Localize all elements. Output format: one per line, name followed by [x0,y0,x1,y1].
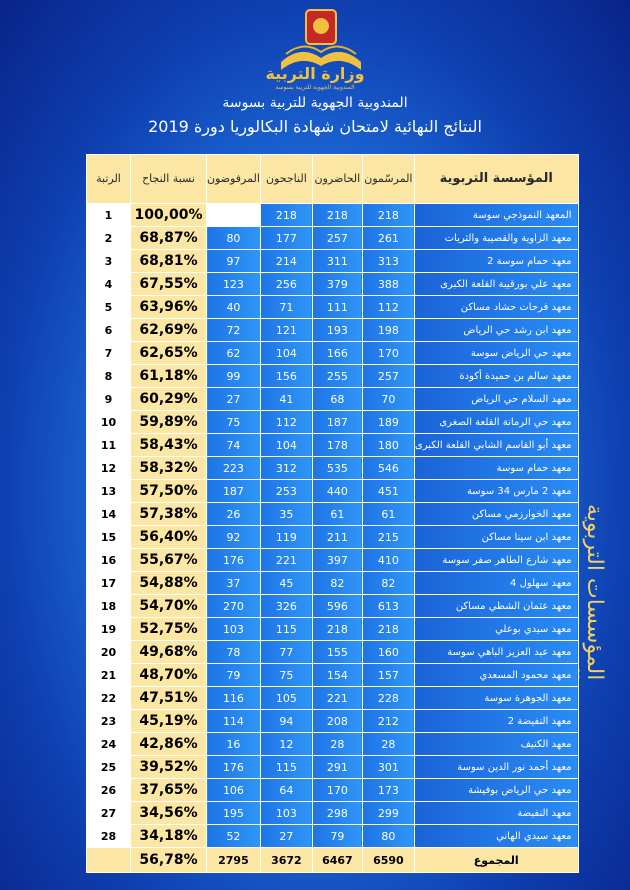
cell-rate: 47,51% [131,687,207,710]
page-title: النتائج النهائية لامتحان شهادة البكالوريا دورة 2019 [148,117,482,136]
cell-name: معهد سالم بن حميدة أكودة [414,365,578,388]
cell-registered: 160 [362,641,414,664]
header-rate: نسبة النجاح [131,155,207,204]
cell-name: معهد 2 مارس 34 سوسة [414,480,578,503]
cell-passed: 12 [260,733,312,756]
cell-present: 218 [312,618,362,641]
cell-passed: 105 [260,687,312,710]
cell-rate: 62,69% [131,319,207,342]
cell-rate: 62,65% [131,342,207,365]
cell-name: معهد حي الرياض سوسة [414,342,578,365]
cell-passed: 115 [260,618,312,641]
cell-rate: 58,32% [131,457,207,480]
table-row [87,365,579,388]
cell-present: 397 [312,549,362,572]
cell-name: معهد سهلول 4 [414,572,578,595]
cell-registered: 218 [362,618,414,641]
table-row [87,204,579,227]
table-row [87,227,579,250]
cell-rank: 3 [87,250,131,273]
cell-rank: 11 [87,434,131,457]
cell-rate: 68,87% [131,227,207,250]
cell-passed: 77 [260,641,312,664]
cell-name: معهد ابن سينا مساكن [414,526,578,549]
cell-present: 166 [312,342,362,365]
cell-rejected: 176 [207,549,261,572]
cell-rate: 58,43% [131,434,207,457]
table-row [87,457,579,480]
cell-name: معهد عبد العزيز الباهي سوسة [414,641,578,664]
cell-rejected: 103 [207,618,261,641]
cell-registered: 218 [362,204,414,227]
cell-rejected: 270 [207,595,261,618]
header-passed: الناجحون [260,155,312,204]
cell-name: معهد سيدي بوعلي [414,618,578,641]
cell-rejected: 37 [207,572,261,595]
cell-name: معهد حمام سوسة [414,457,578,480]
cell-rank: 23 [87,710,131,733]
cell-passed: 156 [260,365,312,388]
cell-rate: 48,70% [131,664,207,687]
cell-present: 154 [312,664,362,687]
table-row [87,687,579,710]
cell-passed: 104 [260,434,312,457]
cell-rate: 57,50% [131,480,207,503]
table-row [87,595,579,618]
cell-registered: 180 [362,434,414,457]
cell-present: 440 [312,480,362,503]
cell-registered: 301 [362,756,414,779]
cell-rank: 7 [87,342,131,365]
cell-registered: 257 [362,365,414,388]
cell-present: 221 [312,687,362,710]
cell-present: 111 [312,296,362,319]
cell-rejected: 40 [207,296,261,319]
totals-registered: 6590 [362,848,414,873]
cell-rank: 15 [87,526,131,549]
cell-rejected: 114 [207,710,261,733]
cell-present: 596 [312,595,362,618]
cell-name: معهد شارع الطاهر صفر سوسة [414,549,578,572]
cell-passed: 112 [260,411,312,434]
cell-rank: 8 [87,365,131,388]
cell-rank: 5 [87,296,131,319]
cell-registered: 173 [362,779,414,802]
cell-rank: 27 [87,802,131,825]
cell-rejected: 123 [207,273,261,296]
cell-rate: 42,86% [131,733,207,756]
cell-rate: 63,96% [131,296,207,319]
cell-registered: 157 [362,664,414,687]
cell-passed: 75 [260,664,312,687]
totals-rate: 56,78% [131,848,207,873]
cell-rank: 1 [87,204,131,227]
cell-registered: 451 [362,480,414,503]
cell-rejected: 92 [207,526,261,549]
cell-rate: 34,56% [131,802,207,825]
cell-name: معهد الخوارزمي مساكن [414,503,578,526]
results-table [86,154,579,873]
cell-name: معهد فرحات حشاد مساكن [414,296,578,319]
cell-rejected: 72 [207,319,261,342]
cell-rejected: 99 [207,365,261,388]
table-row [87,802,579,825]
side-label: المؤسسات التربوية [582,503,607,680]
cell-rank: 2 [87,227,131,250]
cell-passed: 121 [260,319,312,342]
cell-registered: 212 [362,710,414,733]
header-rank: الرتبة [87,155,131,204]
cell-registered: 410 [362,549,414,572]
cell-passed: 177 [260,227,312,250]
cell-name: معهد حي الرياض بوفيشة [414,779,578,802]
cell-registered: 82 [362,572,414,595]
cell-name: معهد ابن رشد حي الرياض [414,319,578,342]
cell-registered: 228 [362,687,414,710]
cell-rejected: 80 [207,227,261,250]
cell-passed: 104 [260,342,312,365]
header-institution: المؤسسة التربوية [414,155,578,204]
cell-registered: 299 [362,802,414,825]
cell-rank: 4 [87,273,131,296]
cell-rejected: 75 [207,411,261,434]
cell-passed: 256 [260,273,312,296]
cell-registered: 613 [362,595,414,618]
cell-name: معهد حي الرمانة القلعة الصغرى [414,411,578,434]
header-line1: المندوبية الجهوية للتربية بسوسة [222,95,408,111]
cell-rank: 22 [87,687,131,710]
cell-present: 79 [312,825,362,848]
cell-rank: 17 [87,572,131,595]
cell-present: 291 [312,756,362,779]
cell-registered: 388 [362,273,414,296]
table-row [87,779,579,802]
cell-registered: 261 [362,227,414,250]
cell-registered: 215 [362,526,414,549]
cell-registered: 70 [362,388,414,411]
cell-rank: 25 [87,756,131,779]
cell-registered: 112 [362,296,414,319]
cell-name: معهد سيدي الهاني [414,825,578,848]
cell-present: 255 [312,365,362,388]
cell-present: 311 [312,250,362,273]
cell-rank: 24 [87,733,131,756]
cell-rejected: 62 [207,342,261,365]
cell-name: معهد الجوهرة سوسة [414,687,578,710]
cell-passed: 103 [260,802,312,825]
cell-name: معهد الكنيف [414,733,578,756]
cell-rate: 56,40% [131,526,207,549]
cell-rejected: 74 [207,434,261,457]
cell-present: 257 [312,227,362,250]
cell-rank: 9 [87,388,131,411]
cell-rate: 59,89% [131,411,207,434]
cell-rejected: 16 [207,733,261,756]
cell-passed: 218 [260,204,312,227]
cell-name: معهد الزاوية والقصيبة والثريات [414,227,578,250]
cell-rejected: 116 [207,687,261,710]
table-row [87,825,579,848]
cell-name: معهد السلام حي الرياض [414,388,578,411]
cell-rate: 54,70% [131,595,207,618]
cell-present: 535 [312,457,362,480]
cell-rate: 100,00% [131,204,207,227]
cell-rate: 67,55% [131,273,207,296]
cell-rate: 68,81% [131,250,207,273]
cell-rejected: 176 [207,756,261,779]
cell-present: 170 [312,779,362,802]
cell-passed: 35 [260,503,312,526]
cell-passed: 253 [260,480,312,503]
cell-present: 218 [312,204,362,227]
cell-rate: 37,65% [131,779,207,802]
cell-present: 82 [312,572,362,595]
cell-registered: 61 [362,503,414,526]
table-row [87,319,579,342]
cell-name: معهد علي بورقيبة القلعة الكبرى [414,273,578,296]
cell-rejected: 78 [207,641,261,664]
table-row [87,526,579,549]
table-row [87,273,579,296]
table-row [87,296,579,319]
cell-rejected: 26 [207,503,261,526]
cell-passed: 221 [260,549,312,572]
table-row [87,411,579,434]
cell-passed: 115 [260,756,312,779]
cell-rejected [207,204,261,227]
totals-rank [87,848,131,873]
cell-registered: 546 [362,457,414,480]
cell-present: 155 [312,641,362,664]
cell-present: 193 [312,319,362,342]
cell-rejected: 97 [207,250,261,273]
cell-present: 379 [312,273,362,296]
totals-rejected: 2795 [207,848,261,873]
cell-present: 208 [312,710,362,733]
cell-passed: 27 [260,825,312,848]
cell-rejected: 52 [207,825,261,848]
cell-name: معهد محمود المسعدي [414,664,578,687]
cell-present: 187 [312,411,362,434]
table-row [87,503,579,526]
cell-rate: 57,38% [131,503,207,526]
cell-registered: 189 [362,411,414,434]
table-header-row [87,155,579,204]
cell-rank: 28 [87,825,131,848]
table-row [87,664,579,687]
cell-registered: 80 [362,825,414,848]
totals-row [87,848,579,873]
cell-rank: 6 [87,319,131,342]
cell-passed: 64 [260,779,312,802]
table-row [87,250,579,273]
cell-present: 298 [312,802,362,825]
logo-title: وزارة التربية [265,64,365,83]
totals-present: 6467 [312,848,362,873]
cell-present: 61 [312,503,362,526]
cell-passed: 94 [260,710,312,733]
cell-rank: 16 [87,549,131,572]
cell-name: المعهد النموذجي سوسة [414,204,578,227]
table-row [87,572,579,595]
cell-rate: 39,52% [131,756,207,779]
cell-passed: 214 [260,250,312,273]
cell-rate: 49,68% [131,641,207,664]
table-row [87,434,579,457]
table-row [87,388,579,411]
cell-rate: 54,88% [131,572,207,595]
cell-rank: 12 [87,457,131,480]
table-row [87,756,579,779]
cell-name: معهد النفيضة [414,802,578,825]
cell-registered: 28 [362,733,414,756]
cell-name: معهد حمام سوسة 2 [414,250,578,273]
table-row [87,733,579,756]
table-row [87,342,579,365]
cell-rate: 55,67% [131,549,207,572]
cell-name: معهد النفيضة 2 [414,710,578,733]
logo-subtitle: المندوبية الجهوية للتربية بسوسة [275,84,355,91]
cell-rank: 10 [87,411,131,434]
cell-rejected: 223 [207,457,261,480]
cell-name: معهد عثمان الشطي مساكن [414,595,578,618]
cell-registered: 198 [362,319,414,342]
cell-rate: 34,18% [131,825,207,848]
table-row [87,641,579,664]
table-row [87,710,579,733]
cell-passed: 119 [260,526,312,549]
cell-registered: 313 [362,250,414,273]
totals-passed: 3672 [260,848,312,873]
cell-passed: 326 [260,595,312,618]
cell-rank: 21 [87,664,131,687]
cell-present: 28 [312,733,362,756]
cell-rejected: 195 [207,802,261,825]
cell-rejected: 79 [207,664,261,687]
cell-rank: 14 [87,503,131,526]
totals-label: المجموع [414,848,578,873]
cell-present: 211 [312,526,362,549]
cell-present: 178 [312,434,362,457]
cell-present: 68 [312,388,362,411]
cell-passed: 45 [260,572,312,595]
table-row [87,480,579,503]
cell-rejected: 106 [207,779,261,802]
cell-passed: 71 [260,296,312,319]
header-registered: المرسّمون [362,155,414,204]
table-row [87,549,579,572]
cell-rejected: 187 [207,480,261,503]
header-rejected: المرفوضون [207,155,261,204]
cell-name: معهد أبو القاسم الشابي القلعة الكبرى [414,434,578,457]
cell-rate: 60,29% [131,388,207,411]
cell-registered: 170 [362,342,414,365]
cell-rank: 18 [87,595,131,618]
cell-passed: 312 [260,457,312,480]
cell-rate: 61,18% [131,365,207,388]
cell-rank: 20 [87,641,131,664]
cell-rate: 45,19% [131,710,207,733]
cell-rejected: 27 [207,388,261,411]
cell-rate: 52,75% [131,618,207,641]
cell-rank: 19 [87,618,131,641]
cell-passed: 41 [260,388,312,411]
cell-rank: 26 [87,779,131,802]
header-present: الحاضرون [312,155,362,204]
cell-rank: 13 [87,480,131,503]
cell-name: معهد أحمد نور الدين سوسة [414,756,578,779]
table-row [87,618,579,641]
